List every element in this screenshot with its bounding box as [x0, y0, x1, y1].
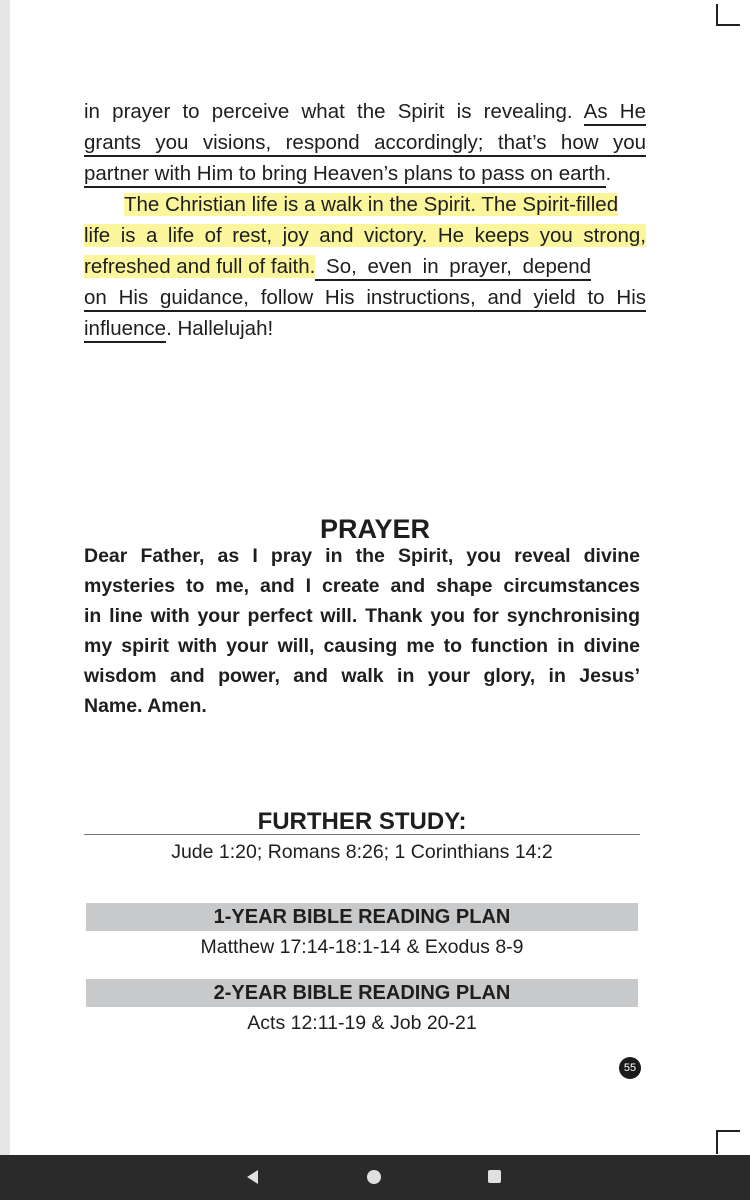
underlined-text: grants you visions, respond accordingly; that’s how you: [84, 131, 646, 157]
two-year-plan-heading: 2-YEAR BIBLE READING PLAN: [86, 979, 638, 1007]
underlined-text: As He: [584, 100, 646, 126]
divider: [84, 834, 640, 835]
one-year-plan-references: Matthew 17:14-18:1-14 & Exodus 8-9: [200, 936, 524, 958]
underlined-text: on His guidance, follow His instructions, and yield to His: [84, 286, 646, 312]
body-line: [84, 129, 646, 160]
prayer-heading: PRAYER: [319, 514, 431, 544]
prayer-line: my spirit with your will, causing me to function in divine: [84, 635, 640, 657]
further-study-references: Jude 1:20; Romans 8:26; 1 Corinthians 14:2: [171, 841, 553, 863]
corner-mark-bottom-icon: [716, 1130, 740, 1154]
body-line: [84, 222, 646, 253]
body-line: partner with Him to bring Heaven’s plans to pass on earth.: [84, 160, 611, 191]
underlined-text: So, even in prayer, depend: [315, 255, 591, 281]
back-icon[interactable]: [247, 1170, 258, 1184]
body-line: in prayer to perceive what the Spirit is revealing. As He: [84, 98, 646, 129]
body-line: [84, 253, 591, 284]
prayer-line: wisdom and power, and walk in your glory, in Jesus’: [84, 665, 640, 687]
further-study-heading: FURTHER STUDY:: [257, 808, 467, 835]
highlighted-text: life is a life of rest, joy and victory. He keeps you strong,: [84, 224, 646, 247]
body-line: [84, 284, 646, 315]
highlighted-text: The Christian life is a walk in the Spirit. The Spirit-filled: [124, 193, 619, 216]
one-year-plan-heading: 1-YEAR BIBLE READING PLAN: [86, 903, 638, 931]
page-gutter: [0, 0, 10, 1155]
page-number-badge: 55: [619, 1057, 641, 1079]
prayer-line: mysteries to me, and I create and shape circumstances: [84, 575, 640, 597]
prayer-line: in line with your perfect will. Thank you for synchronising: [84, 605, 640, 627]
two-year-plan-references: Acts 12:11-19 & Job 20-21: [247, 1012, 477, 1034]
underlined-text: influence: [84, 317, 166, 343]
highlighted-text: refreshed and full of faith.: [84, 255, 316, 278]
body-line: influence. Hallelujah!: [84, 315, 273, 346]
underlined-text: partner with Him to bring Heaven’s plans to pass on earth: [84, 162, 606, 188]
home-icon[interactable]: [367, 1170, 381, 1184]
prayer-line: Dear Father, as I pray in the Spirit, you reveal divine: [84, 545, 640, 567]
recents-icon[interactable]: [488, 1170, 501, 1183]
body-line: [124, 191, 646, 222]
corner-mark-top-icon: [716, 4, 740, 26]
prayer-line: Name. Amen.: [84, 695, 207, 717]
